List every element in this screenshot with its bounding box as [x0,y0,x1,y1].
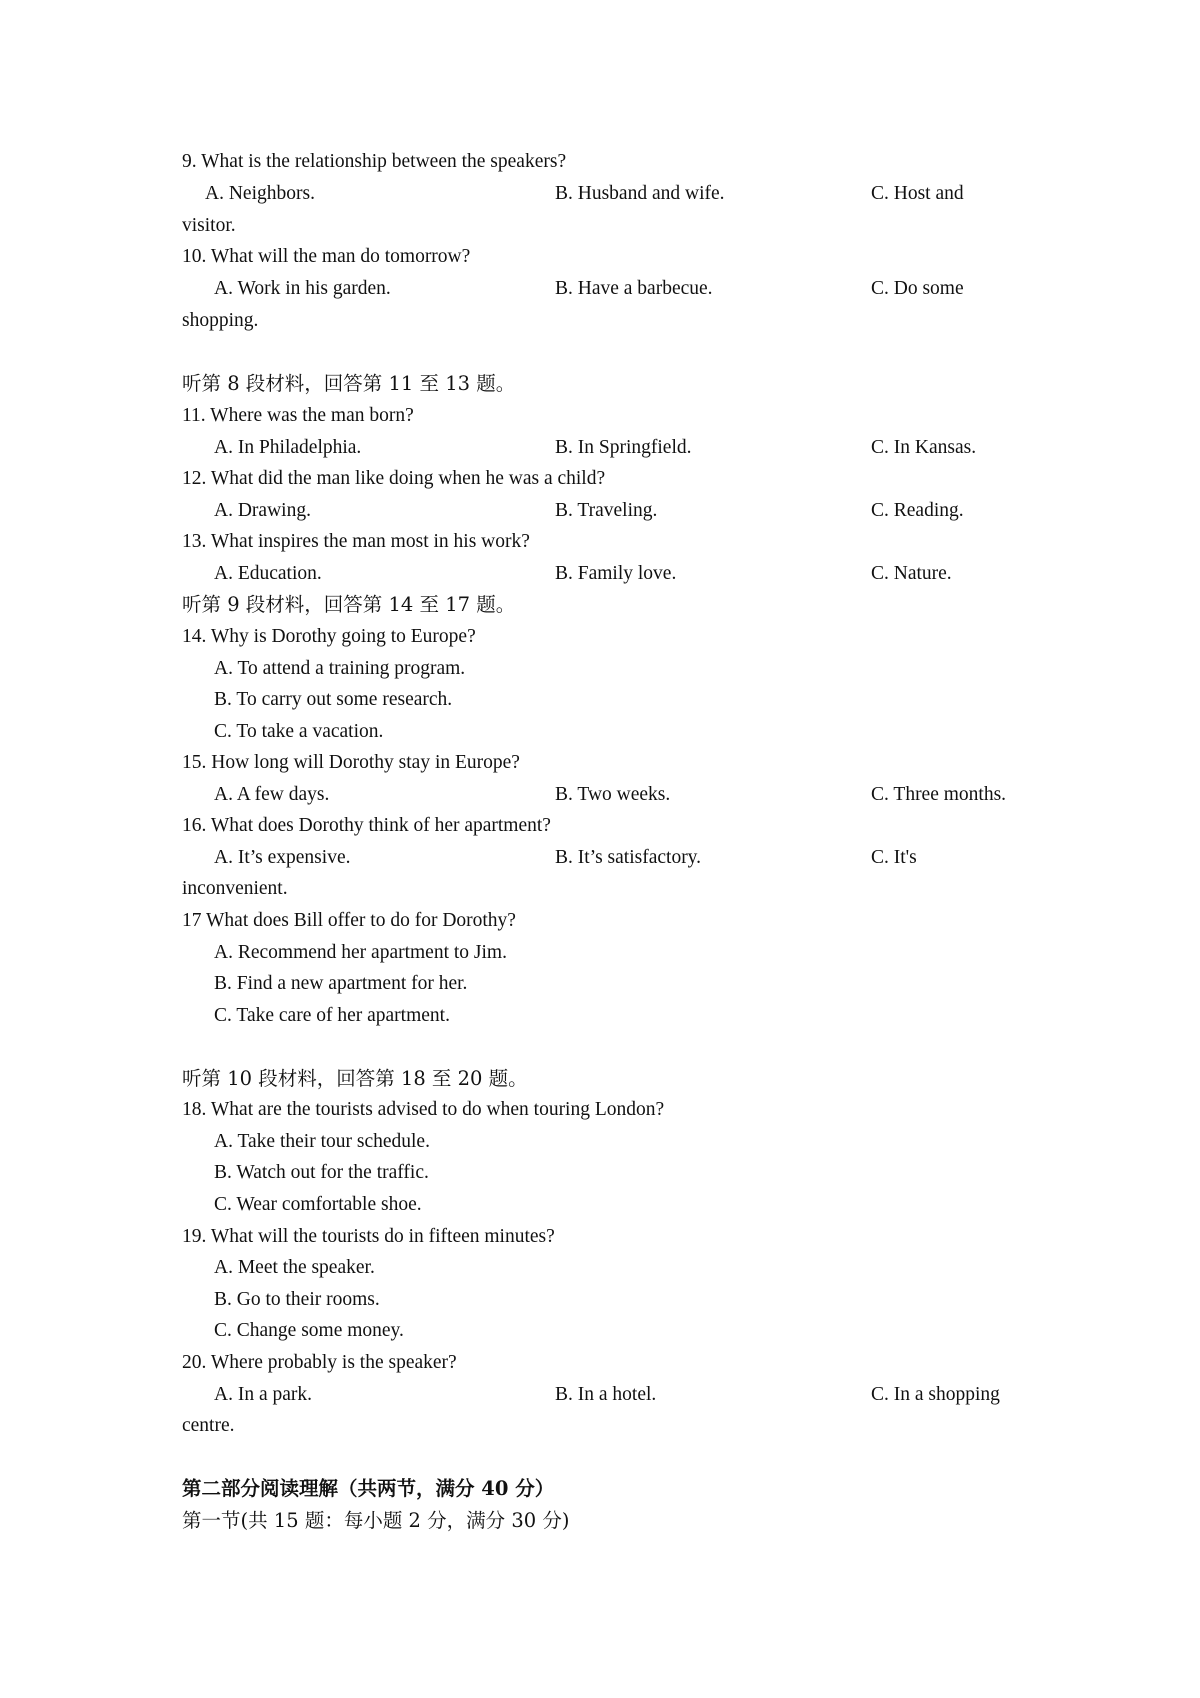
q9-option-b: B. Husband and wife. [555,183,725,204]
q20-option-c-continued: centre. [182,1415,235,1436]
question-14: 14. Why is Dorothy going to Europe? [182,626,476,647]
q11-option-a: A. In Philadelphia. [214,437,362,458]
question-19: 19. What will the tourists do in fifteen minutes? [182,1226,555,1247]
q15-option-b: B. Two weeks. [555,784,671,805]
q13-option-b: B. Family love. [555,563,677,584]
q18-option-b: B. Watch out for the traffic. [214,1162,429,1183]
question-16: 16. What does Dorothy think of her apartment? [182,815,551,836]
section-8-instruction: 听第 8 段材料，回答第 11 至 13 题。 [182,372,516,395]
q9-option-a: A. Neighbors. [205,183,315,204]
q16-option-b: B. It’s satisfactory. [555,847,702,868]
q10-option-c: C. Do some [871,278,964,299]
q20-option-a: A. In a park. [214,1384,313,1405]
q12-option-a: A. Drawing. [214,500,311,521]
q10-option-c-continued: shopping. [182,310,259,331]
question-20: 20. Where probably is the speaker? [182,1352,457,1373]
q13-option-c: C. Nature. [871,563,952,584]
q10-option-a: A. Work in his garden. [214,278,391,299]
q11-option-c: C. In Kansas. [871,437,977,458]
question-9: 9. What is the relationship between the speakers? [182,151,567,172]
q17-option-c: C. Take care of her apartment. [214,1005,450,1026]
q17-option-b: B. Find a new apartment for her. [214,973,468,994]
section-10-instruction: 听第 10 段材料，回答第 18 至 20 题。 [182,1067,528,1090]
q10-option-b: B. Have a barbecue. [555,278,713,299]
part-2-heading: 第二部分阅读理解（共两节，满分 40 分） [182,1477,555,1500]
q11-option-b: B. In Springfield. [555,437,692,458]
q12-option-c: C. Reading. [871,500,964,521]
q12-option-b: B. Traveling. [555,500,658,521]
question-17: 17 What does Bill offer to do for Dorothy? [182,910,516,931]
q18-option-c: C. Wear comfortable shoe. [214,1194,422,1215]
section-9-instruction: 听第 9 段材料，回答第 14 至 17 题。 [182,593,516,616]
q15-option-a: A. A few days. [214,784,330,805]
question-18: 18. What are the tourists advised to do when touring London? [182,1099,665,1120]
q14-option-a: A. To attend a training program. [214,658,466,679]
q19-option-c: C. Change some money. [214,1320,404,1341]
question-11: 11. Where was the man born? [182,405,414,426]
q18-option-a: A. Take their tour schedule. [214,1131,430,1152]
question-12: 12. What did the man like doing when he was a child? [182,468,606,489]
q20-option-b: B. In a hotel. [555,1384,657,1405]
question-13: 13. What inspires the man most in his work? [182,531,530,552]
q9-option-c: C. Host and [871,183,964,204]
q14-option-c: C. To take a vacation. [214,721,384,742]
q16-option-c: C. It's [871,847,917,868]
q15-option-c: C. Three months. [871,784,1007,805]
q19-option-a: A. Meet the speaker. [214,1257,375,1278]
q20-option-c: C. In a shopping [871,1384,1000,1405]
q9-option-c-continued: visitor. [182,215,236,236]
question-15: 15. How long will Dorothy stay in Europe? [182,752,520,773]
q14-option-b: B. To carry out some research. [214,689,453,710]
q19-option-b: B. Go to their rooms. [214,1289,380,1310]
q16-option-a: A. It’s expensive. [214,847,351,868]
question-10: 10. What will the man do tomorrow? [182,246,471,267]
q17-option-a: A. Recommend her apartment to Jim. [214,942,507,963]
part-2-section-1-heading: 第一节(共 15 题：每小题 2 分，满分 30 分) [182,1509,570,1532]
q13-option-a: A. Education. [214,563,322,584]
q16-option-c-continued: inconvenient. [182,878,288,899]
